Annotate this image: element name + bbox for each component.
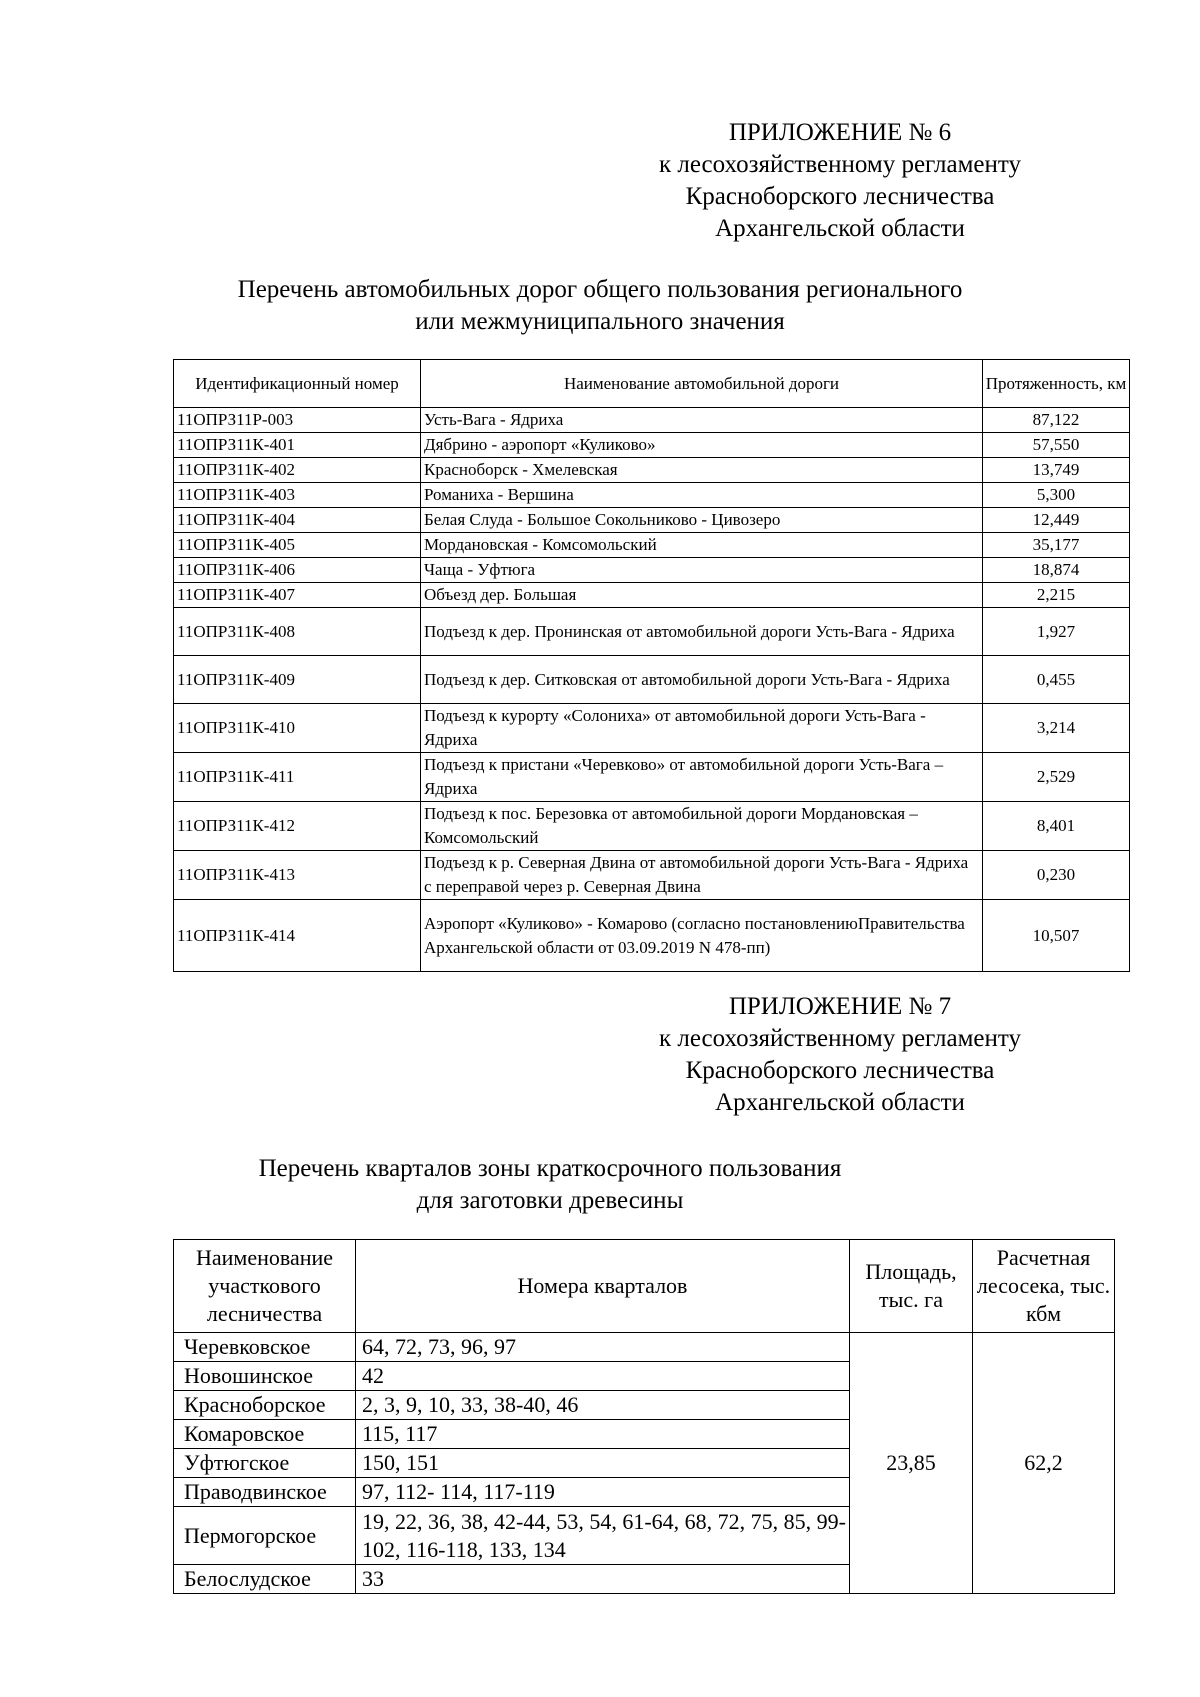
road-name: Подъезд к дер. Пронинская от автомобильной дороги Усть-Вага - Ядриха [421, 608, 983, 656]
road-id: 11ОПРЗ11К-401 [174, 433, 421, 458]
table-row [174, 1333, 1115, 1362]
table-row [174, 656, 1130, 704]
road-id: 11ОПРЗ11К-407 [174, 583, 421, 608]
road-length: 3,214 [983, 704, 1130, 753]
col-header-length: Протяженность, км [983, 360, 1130, 408]
table-row [174, 558, 1130, 583]
appendix-7-reference: к лесохозяйственному регламенту [658, 1025, 1022, 1052]
table-row [174, 508, 1130, 533]
road-id: 11ОПРЗ11К-411 [174, 753, 421, 802]
appendix-7-title-line-2: для заготовки древесины [416, 1187, 684, 1214]
road-length: 2,215 [983, 583, 1130, 608]
road-length: 0,455 [983, 656, 1130, 704]
appendix-6-title-line-1: Перечень автомобильных дорог общего пользования регионального [237, 276, 963, 303]
section-name: Красноборское [174, 1391, 356, 1420]
road-name: Дябрино - аэропорт «Куликово» [421, 433, 983, 458]
section-name: Комаровское [174, 1420, 356, 1449]
road-name: Подъезд к р. Северная Двина от автомобильной дороги Усть-Вага - Ядриха с переправой через р. Северная Двина [421, 851, 983, 900]
table-row [174, 408, 1130, 433]
road-name: Романиха - Вершина [421, 483, 983, 508]
table-row [174, 533, 1130, 558]
road-id: 11ОПРЗ11К-405 [174, 533, 421, 558]
road-name: Усть-Вага - Ядриха [421, 408, 983, 433]
col-header-area: Площадь, тыс. га [850, 1240, 973, 1333]
section-name: Белослудское [174, 1565, 356, 1594]
table-row [174, 458, 1130, 483]
road-length: 13,749 [983, 458, 1130, 483]
road-length: 2,529 [983, 753, 1130, 802]
road-name: Подъезд к курорту «Солониха» от автомобильной дороги Усть-Вага - Ядриха [421, 704, 983, 753]
road-name: Объезд дер. Большая [421, 583, 983, 608]
table-row [174, 753, 1130, 802]
road-id: 11ОПРЗ11К-408 [174, 608, 421, 656]
quarter-numbers: 33 [356, 1565, 850, 1594]
quarter-numbers: 115, 117 [356, 1420, 850, 1449]
section-name: Черевковское [174, 1333, 356, 1362]
road-length: 35,177 [983, 533, 1130, 558]
appendix-6-forestry: Красноборского лесничества [685, 183, 995, 210]
road-name: Подъезд к пос. Березовка от автомобильной дороги Мордановская – Комсомольский [421, 802, 983, 851]
road-id: 11ОПРЗ11К-409 [174, 656, 421, 704]
road-length: 1,927 [983, 608, 1130, 656]
appendix-6-title-line-2: или межмуниципального значения [415, 308, 785, 335]
road-length: 5,300 [983, 483, 1130, 508]
appendix-7-forestry: Красноборского лесничества [685, 1057, 995, 1084]
road-name: Чаща - Уфтюга [421, 558, 983, 583]
table-row [174, 583, 1130, 608]
roads-table-header [174, 360, 1130, 408]
quarters-table [173, 1239, 1115, 1594]
roads-table [173, 359, 1130, 972]
road-length: 87,122 [983, 408, 1130, 433]
appendix-6-number: ПРИЛОЖЕНИЕ № 6 [728, 119, 952, 146]
appendix-6-header [560, 117, 1120, 245]
col-header-cut: Расчетная лесосека, тыс. кбм [973, 1240, 1115, 1333]
appendix-7-number: ПРИЛОЖЕНИЕ № 7 [728, 993, 952, 1020]
quarter-numbers: 42 [356, 1362, 850, 1391]
section-name: Праводвинское [174, 1478, 356, 1507]
appendix-6-region: Архангельской области [715, 215, 965, 242]
col-header-road-name: Наименование автомобильной дороги [421, 360, 983, 408]
road-name: Красноборск - Хмелевская [421, 458, 983, 483]
appendix-7-header [560, 991, 1120, 1119]
road-length: 12,449 [983, 508, 1130, 533]
road-id: 11ОПРЗ11К-403 [174, 483, 421, 508]
road-id: 11ОПРЗ11К-413 [174, 851, 421, 900]
road-length: 18,874 [983, 558, 1130, 583]
table-row [174, 608, 1130, 656]
table-row [174, 433, 1130, 458]
road-name: Подъезд к пристани «Черевково» от автомобильной дороги Усть-Вага – Ядриха [421, 753, 983, 802]
road-name: Подъезд к дер. Ситковская от автомобильной дороги Усть-Вага - Ядриха [421, 656, 983, 704]
quarter-numbers: 2, 3, 9, 10, 33, 38-40, 46 [356, 1391, 850, 1420]
quarter-numbers: 19, 22, 36, 38, 42-44, 53, 54, 61-64, 68, 72, 75, 85, 99-102, 116-118, 133, 134 [356, 1507, 850, 1565]
quarter-numbers: 97, 112- 114, 117-119 [356, 1478, 850, 1507]
section-name: Пермогорское [174, 1507, 356, 1565]
road-id: 11ОПРЗ11К-404 [174, 508, 421, 533]
area-total: 23,85 [850, 1333, 973, 1594]
road-name: Белая Слуда - Большое Сокольниково - Цивозеро [421, 508, 983, 533]
appendix-7-title-line-1: Перечень кварталов зоны краткосрочного пользования [258, 1155, 842, 1182]
quarter-numbers: 64, 72, 73, 96, 97 [356, 1333, 850, 1362]
road-id: 11ОПРЗ11К-414 [174, 900, 421, 972]
appendix-6-title [0, 274, 1200, 338]
road-id: 11ОПРЗ11К-410 [174, 704, 421, 753]
road-length: 10,507 [983, 900, 1130, 972]
road-id: 11ОПРЗ11К-412 [174, 802, 421, 851]
road-id: 11ОПРЗ11Р-003 [174, 408, 421, 433]
table-row [174, 900, 1130, 972]
table-row [174, 704, 1130, 753]
section-name: Новошинское [174, 1362, 356, 1391]
quarter-numbers: 150, 151 [356, 1449, 850, 1478]
road-id: 11ОПРЗ11К-402 [174, 458, 421, 483]
col-header-section: Наименование участкового лесничества [174, 1240, 356, 1333]
col-header-id: Идентификационный номер [174, 360, 421, 408]
quarters-table-header [174, 1240, 1115, 1333]
road-name: Аэропорт «Куликово» - Комарово (согласно постановлениюПравительства Архангельской области от 03.09.2019 N 478-пп) [421, 900, 983, 972]
section-name: Уфтюгское [174, 1449, 356, 1478]
col-header-quarters: Номера кварталов [356, 1240, 850, 1333]
appendix-7-region: Архангельской области [715, 1089, 965, 1116]
road-length: 57,550 [983, 433, 1130, 458]
road-name: Мордановская - Комсомольский [421, 533, 983, 558]
cut-total: 62,2 [973, 1333, 1115, 1594]
table-row [174, 851, 1130, 900]
road-length: 0,230 [983, 851, 1130, 900]
road-id: 11ОПРЗ11К-406 [174, 558, 421, 583]
table-row [174, 483, 1130, 508]
road-length: 8,401 [983, 802, 1130, 851]
appendix-6-reference: к лесохозяйственному регламенту [658, 151, 1022, 178]
appendix-7-title [0, 1153, 1150, 1217]
table-row [174, 802, 1130, 851]
